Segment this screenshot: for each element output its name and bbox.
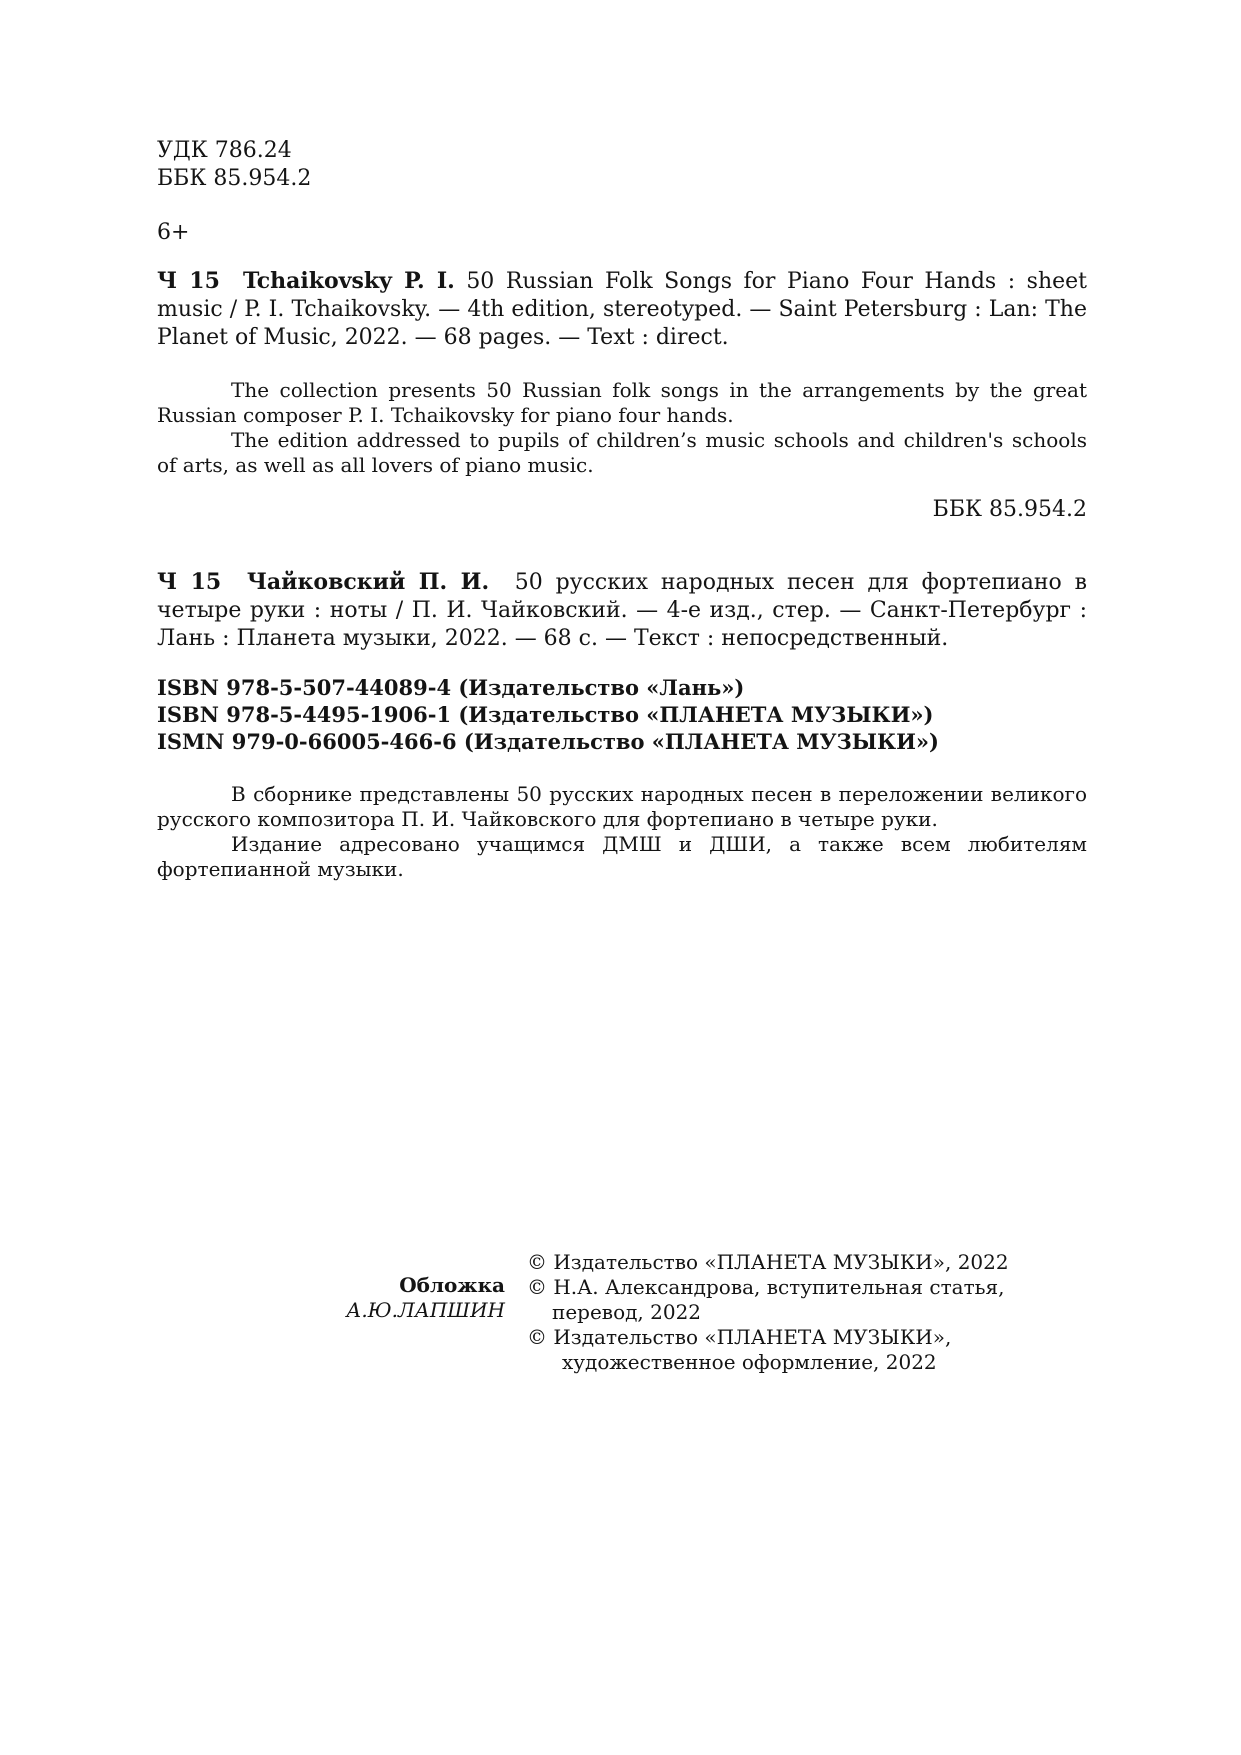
age-rating: 6+ (157, 220, 190, 245)
entry-en-text: 50 Russian Folk Songs for Piano Four Hands : sheet music / P. I. Tchaikovsky. — 4th edition, stereotyped. — Saint Petersburg : Lan: The Planet of Music, 2022. — 68 pages. — Text : direct. (157, 269, 1087, 350)
isbn-line: ISBN 978-5-507-44089-4 (Издательство «Лань») (157, 675, 745, 700)
bibliographic-entry-en (157, 267, 1087, 352)
annotation-en-paragraph: The collection presents 50 Russian folk songs in the arrangements by the great Russian composer P. I. Tchaikovsky for piano four hands. (157, 378, 1087, 427)
cover-credits (300, 1273, 505, 1323)
annotation-en (157, 378, 1087, 478)
isbn-list (157, 674, 1087, 755)
annotation-ru-paragraph: В сборнике представлены 50 русских народных песен в переложении великого русского композитора П. И. Чайковского для фортепиано в четыре руки. (157, 782, 1087, 831)
udk-code: УДК 786.24 (157, 138, 292, 163)
cover-designer: А.Ю.ЛАПШИН (346, 1298, 505, 1322)
entry-ru-text: 50 русских народных песен для фортепиано в четыре руки : ноты / П. И. Чайковский. — 4-е изд., стер. — Санкт-Петербург : Лань : Планета музыки, 2022. — 68 с. — Текст : непосредственный. (157, 570, 1087, 651)
bbk-code: ББК 85.954.2 (157, 166, 312, 191)
cover-role: Обложка (399, 1273, 505, 1297)
entry-en-author: Tchaikovsky P. I. (242, 268, 455, 294)
annotation-ru (157, 782, 1087, 882)
copyright-block (527, 1250, 1009, 1375)
bibliographic-entry-ru (157, 568, 1087, 653)
entry-ru-author: Чайковский П. И. (246, 569, 490, 595)
entry-ru-code: Ч 15 (157, 569, 222, 595)
isbn-line: ISBN 978-5-4495-1906-1 (Издательство «ПЛАНЕТА МУЗЫКИ») (157, 702, 934, 727)
copyright-line: художественное оформление, 2022 (562, 1350, 937, 1374)
copyright-line: © Н.А. Александрова, вступительная статья, (527, 1275, 1005, 1299)
entry-en-code: Ч 15 (157, 268, 220, 294)
copyright-line: © Издательство «ПЛАНЕТА МУЗЫКИ», (527, 1325, 952, 1349)
annotation-ru-paragraph: Издание адресовано учащимся ДМШ и ДШИ, а также всем любителям фортепианной музыки. (157, 832, 1087, 881)
annotation-en-paragraph: The edition addressed to pupils of children’s music schools and children's schools of arts, as well as all lovers of piano music. (157, 428, 1087, 477)
imprint-page (157, 137, 1087, 882)
ismn-line: ISMN 979-0-66005-466-6 (Издательство «ПЛАНЕТА МУЗЫКИ») (157, 729, 939, 754)
copyright-line: © Издательство «ПЛАНЕТА МУЗЫКИ», 2022 (527, 1250, 1009, 1274)
copyright-line: перевод, 2022 (552, 1300, 702, 1324)
bbk-code-right: ББК 85.954.2 (932, 497, 1087, 522)
classification-codes (157, 137, 1087, 193)
